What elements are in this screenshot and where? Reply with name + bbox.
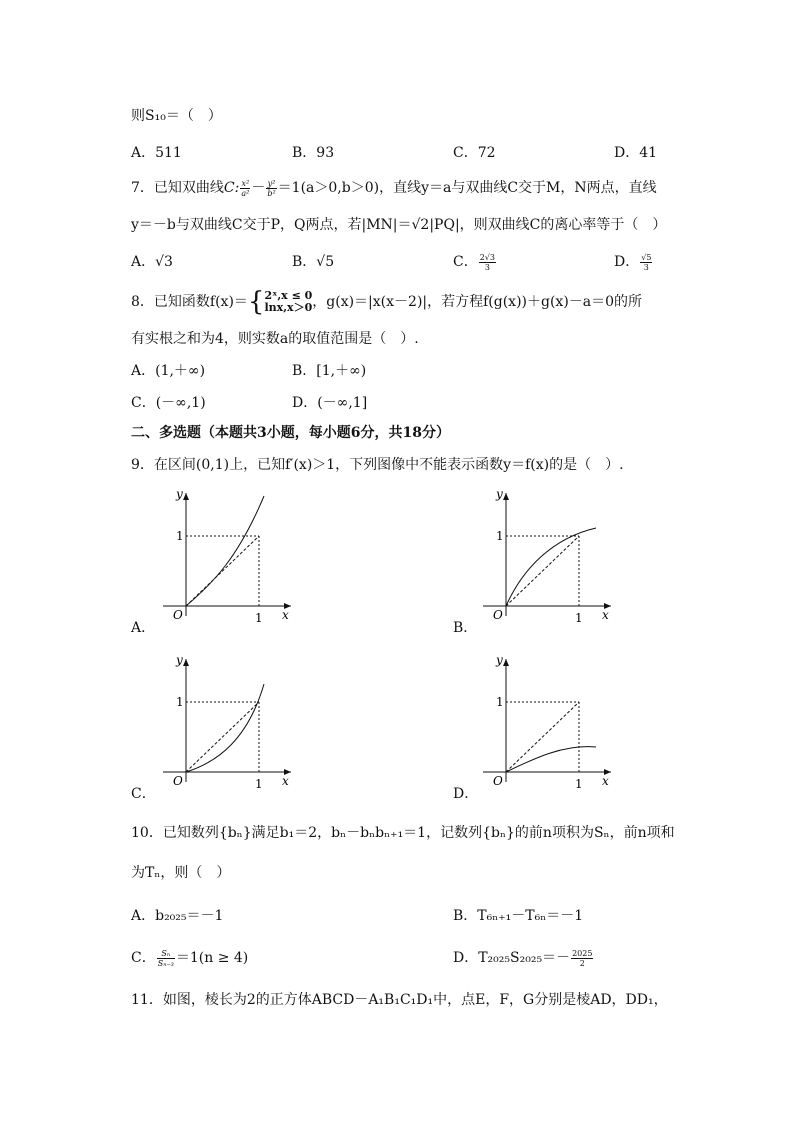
y-axis-arrow-icon [183,493,189,500]
origin-label: O [493,608,503,622]
x-axis-label: x [602,608,609,622]
graph-b[interactable] [478,487,618,625]
dashed-diagonal [506,536,579,606]
q10-line2: 为Tₙ，则（ ） [131,865,231,881]
q7-frac-x: $\frac{\text{x²}}{\text{a²}}$ [241,178,250,198]
q7-line1 [131,178,657,198]
curve [186,496,264,606]
q7-option-b[interactable]: B．√5 [292,254,335,270]
q8-brace: { [247,287,265,317]
y-axis-label: y [176,487,183,501]
graph-c[interactable] [158,653,298,791]
q7-curve-name: C: [223,180,240,196]
q7-minus: － [251,180,266,196]
q11-line1: 11．如图，棱长为2的正方体ABCD－A₁B₁C₁D₁中，点E，F，G分别是棱AD，DD₁， [131,992,668,1008]
q7-intro: 7．已知双曲线 [131,180,224,196]
q6-option-d[interactable]: D．41 [614,145,658,161]
origin-label: O [173,774,183,788]
dashed-diagonal [186,536,259,606]
curve [186,684,264,772]
y-tick-one: 1 [496,529,504,543]
y-axis-label: y [176,653,183,667]
y-axis-arrow-icon [503,659,509,666]
x-tick-one: 1 [575,611,583,625]
q7-option-c[interactable]: C． $\frac{2√3}{3}$ [453,252,495,272]
y-tick-one: 1 [176,695,184,709]
q7-line2: y＝－b与双曲线C交于P，Q两点，若|MN|＝√2|PQ|，则双曲线C的离心率等于（ ） [131,217,667,233]
q8-option-c[interactable]: C．(－∞,1) [131,395,206,411]
dashed-diagonal [186,702,259,772]
x-axis-label: x [282,774,289,788]
y-axis-label: y [496,653,503,667]
q8-option-d[interactable]: D．(－∞,1] [292,395,368,411]
y-tick-one: 1 [496,695,504,709]
q9-option-c[interactable]: C． [131,786,156,802]
y-tick-one: 1 [176,529,184,543]
q8-intro: 8．已知函数f(x)＝ [131,294,248,310]
graph-a[interactable] [158,487,298,625]
q10-option-b[interactable]: B．T₆ₙ₊₁－T₆ₙ＝－1 [453,908,584,924]
q6-option-b[interactable]: B．93 [292,145,335,161]
q10-option-d[interactable]: D．T₂₀₂₅S₂₀₂₅＝－ $\frac{2025}{2}$ [453,948,593,968]
q10-option-a[interactable]: A．b₂₀₂₅＝－1 [131,908,224,924]
q8-line1 [131,287,643,317]
x-axis-label: x [602,774,609,788]
curve [506,747,596,772]
q8-option-a[interactable]: A．(1,＋∞) [131,363,206,379]
q8-cases: 2ˣ,x ≤ 0 lnx,x＞0 [264,289,313,314]
x-tick-one: 1 [255,611,263,625]
origin-label: O [493,774,503,788]
y-axis-arrow-icon [503,493,509,500]
graph-d[interactable] [478,653,618,791]
q8-line2: 有实根之和为4，则实数a的取值范围是（ ）. [131,331,419,347]
q6-option-a[interactable]: A．511 [131,145,182,161]
q7-rest: ＝1(a＞0,b＞0)，直线y＝a与双曲线C交于M，N两点，直线 [277,180,657,196]
q6-option-c[interactable]: C．72 [453,145,496,161]
q9-question: 9．在区间(0,1)上，已知f′(x)＞1，下列图像中不能表示函数y＝f(x)的是（ ）. [131,457,624,473]
x-tick-one: 1 [575,777,583,791]
q7-option-a[interactable]: A．√3 [131,254,173,270]
curve [506,528,596,606]
x-axis-label: x [282,608,289,622]
q7-frac-y: $\frac{\text{y²}}{\text{b²}}$ [267,178,276,198]
y-axis-arrow-icon [183,659,189,666]
q9-option-a[interactable]: A． [131,620,156,636]
q9-option-b[interactable]: B． [453,620,478,636]
q10-line1: 10．已知数列{bₙ}满足b₁＝2，bₙ－bₙbₙ₊₁＝1，记数列{bₙ}的前n项积为Sₙ，前n项和 [131,825,675,841]
q7-option-d[interactable]: D． $\frac{√5}{3}$ [614,252,652,272]
section-heading: 二、多选题（本题共3小题，每小题6分，共18分） [131,425,450,441]
q8-rest: ，g(x)＝|x(x－2)|，若方程f(g(x))＋g(x)－a＝0的所 [312,294,643,310]
q9-option-d[interactable]: D． [453,786,479,802]
q10-option-c[interactable]: C． $\frac{\text{Sₙ}}{\text{Sₙ₋₃}}$ ＝1(n ≥ 4) [131,948,249,968]
x-tick-one: 1 [255,777,263,791]
q6-tail: 则S₁₀＝（ ） [131,108,222,124]
dashed-diagonal [506,702,579,772]
q8-option-b[interactable]: B．[1,＋∞) [292,363,367,379]
y-axis-label: y [496,487,503,501]
origin-label: O [173,608,183,622]
